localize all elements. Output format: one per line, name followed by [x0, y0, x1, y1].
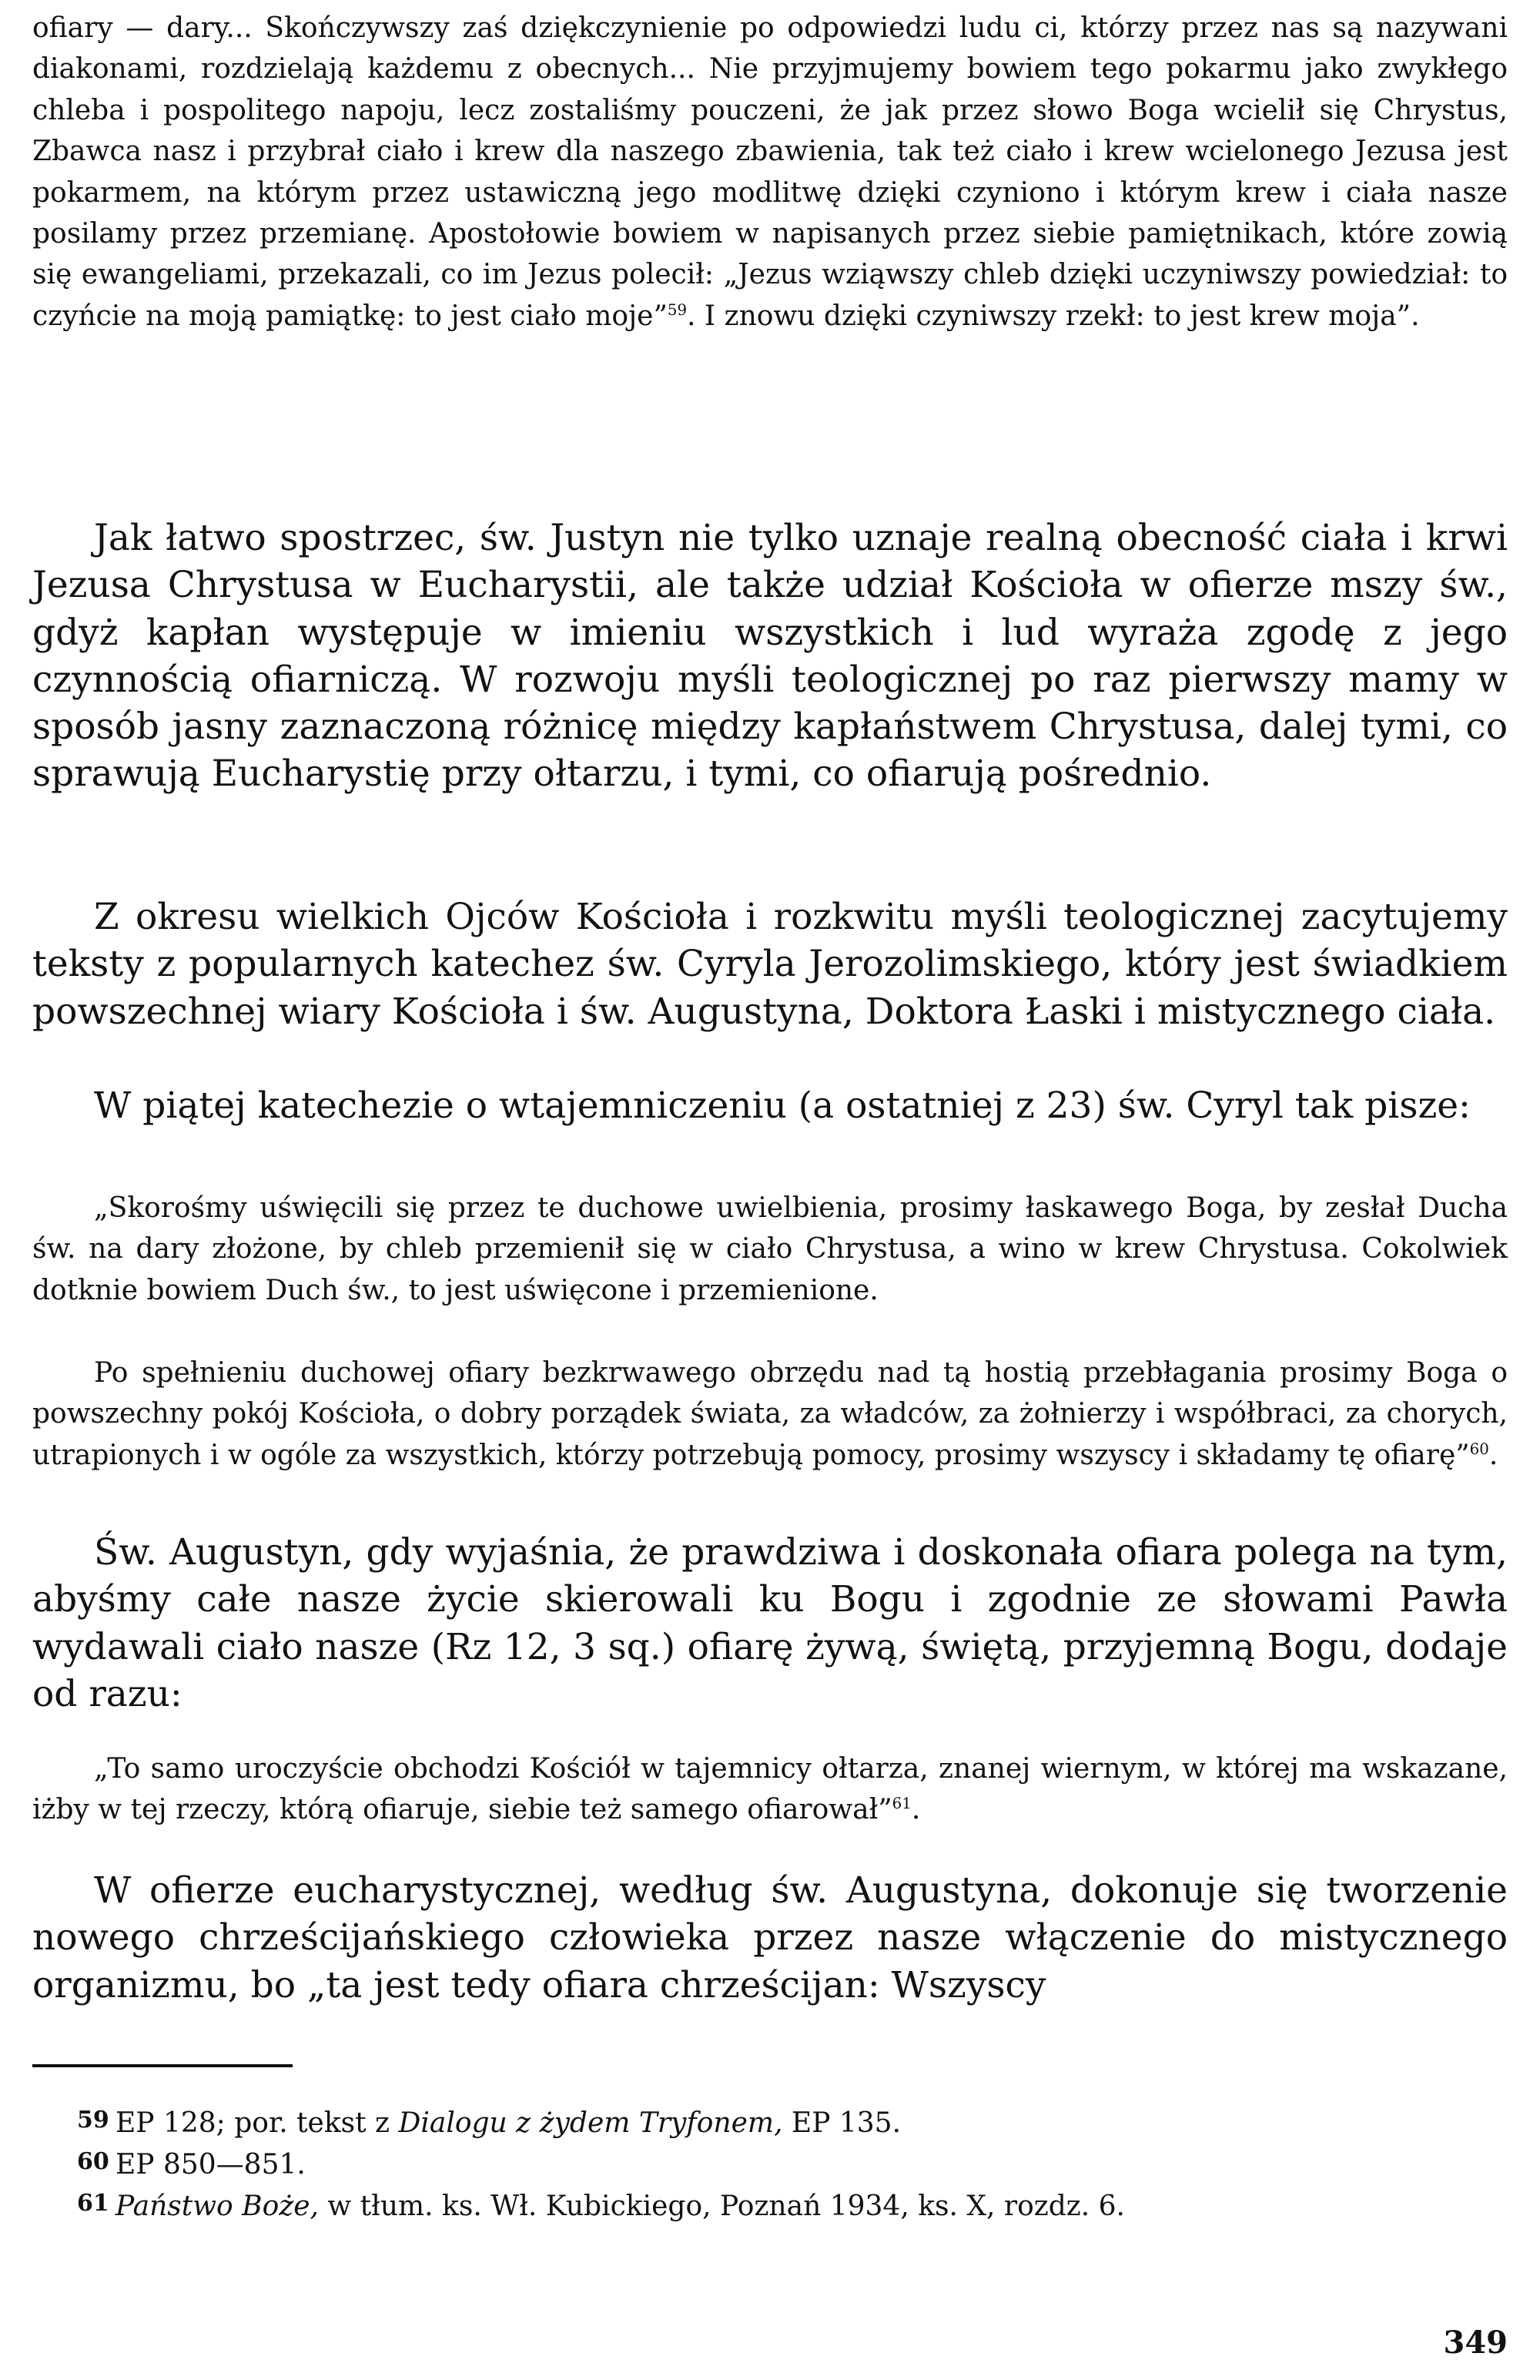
paragraph-eucharistic-sacrifice: W ofierze eucharystycznej, według św. Augustyna, dokonuje się tworzenie nowego chrześcijańskiego człowieka przez nasze włączenie do mistycznego organizmu, bo „ta jest tedy ofiara chrześcijan: Wszyscy	[32, 1869, 1508, 2006]
footnote-59: 59 EP 128; por. tekst z Dialogu z żydem Tryfonem, EP 135.	[32, 2103, 1508, 2141]
footnote-61: 61 Państwo Boże, w tłum. ks. Wł. Kubickiego, Poznań 1934, ks. X, rozdz. 6.	[32, 2186, 1508, 2224]
paragraph-cyril-quote-2: Po spełnieniu duchowej ofiary bezkrwawego obrzędu nad tą hostią przebłagania prosimy Boga o powszechny pokój Kościoła, o dobry porządek świata, za władców, za żołnierzy i współbraci, za chorych, utrapionych i w ogóle za wszystkich, którzy potrzebują pomocy, prosimy wszyscy i składamy tę ofiarę”$^{60}$.	[32, 1357, 1508, 1471]
footnote-number: 60	[77, 2148, 109, 2175]
footnote-ref-59[interactable]: 59	[667, 300, 688, 319]
paragraph-cyril-quote-1: „Skorośmy uświęcili się przez te duchowe uwielbienia, prosimy łaskawego Boga, by zesłał Ducha św. na dary złożone, by chleb przemienił się w ciało Chrystusa, a wino w krew Chrystusa. Cokolwiek dotknie bowiem Duch św., to jest uświęcone i przemienione.	[32, 1192, 1508, 1306]
page-number: 349	[1443, 2325, 1508, 2361]
footnote-divider	[32, 2064, 293, 2067]
paragraph-augustine-quote: „To samo uroczyście obchodzi Kościół w tajemnicy ołtarza, znanej wiernym, w której ma wskazane, iżby w tej rzeczy, którą ofiaruje, siebie też samego ofiarował”$^{61}$.	[32, 1753, 1508, 1826]
paragraph-cyril-intro: W piątej katechezie o wtajemniczeniu (a ostatniej z 23) św. Cyryl tak pisze:	[94, 1084, 1471, 1127]
footnote-number: 61	[77, 2190, 109, 2217]
footnote-60: 60 EP 850—851.	[32, 2144, 1508, 2183]
paragraph-augustine: Św. Augustyn, gdy wyjaśnia, że prawdziwa i doskonała ofiara polega na tym, abyśmy całe nasze życie skierowali ku Bogu i zgodnie ze słowami Pawła wydawali ciało nasze (Rz 12, 3 sq.) ofiarę żywą, świętą, przyjemną Bogu, dodaje od razu:	[32, 1531, 1508, 1715]
footnote-ref-61[interactable]: 61	[892, 1795, 912, 1813]
paragraph-fathers-intro: Z okresu wielkich Ojców Kościoła i rozkwitu myśli teologicznej zacytujemy teksty z popularnych katechez św. Cyryla Jerozolimskiego, który jest świadkiem powszechnej wiary Kościoła i św. Augustyna, Doktora Łaski i mistycznego ciała.	[32, 896, 1508, 1033]
paragraph-justin-commentary: Jak łatwo spostrzec, św. Justyn nie tylko uznaje realną obecność ciała i krwi Jezusa Chrystusa w Eucharystii, ale także udział Kościoła w ofierze mszy św., gdyż kapłan występuje w imieniu wszystkich i lud wyraża zgodę z jego czynnością ofiarniczą. W rozwoju myśli teologicznej po raz pierwszy mamy w sposób jasny zaznaczoną różnicę między kapłaństwem Chrystusa, dalej tymi, co sprawują Eucharystię przy ołtarzu, i tymi, co ofiarują pośrednio.	[32, 517, 1508, 796]
footnote-number: 59	[77, 2107, 109, 2134]
paragraph-justin-quote: ofiary — dary... Skończywszy zaś dziękczynienie po odpowiedzi ludu ci, którzy przez nas są nazywani diakonami, rozdzielają każdemu z obecnych... Nie przyjmujemy bowiem tego pokarmu jako zwykłego chleba i pospolitego napoju, lecz zostaliśmy pouczeni, że jak przez słowo Boga wcielił się Chrystus, Zbawca nasz i przybrał ciało i krew dla naszego zbawienia, tak też ciało i krew wcielonego Jezusa jest pokarmem, na którym przez ustawiczną jego modlitwę dzięki czyniono i którym krew i ciała nasze posilamy przez przemianę. Apostołowie bowiem w napisanych przez siebie pamiętnikach, które zowią się ewangeliami, przekazali, co im Jezus polecił: „Jezus wziąwszy chleb dzięki uczyniwszy powiedział: to czyńcie na moją pamiątkę: to jest ciało moje”$^{59}$. I znowu dzięki czyniwszy rzekł: to jest krew moja”.	[32, 12, 1508, 332]
footnote-ref-60[interactable]: 60	[1469, 1440, 1489, 1458]
